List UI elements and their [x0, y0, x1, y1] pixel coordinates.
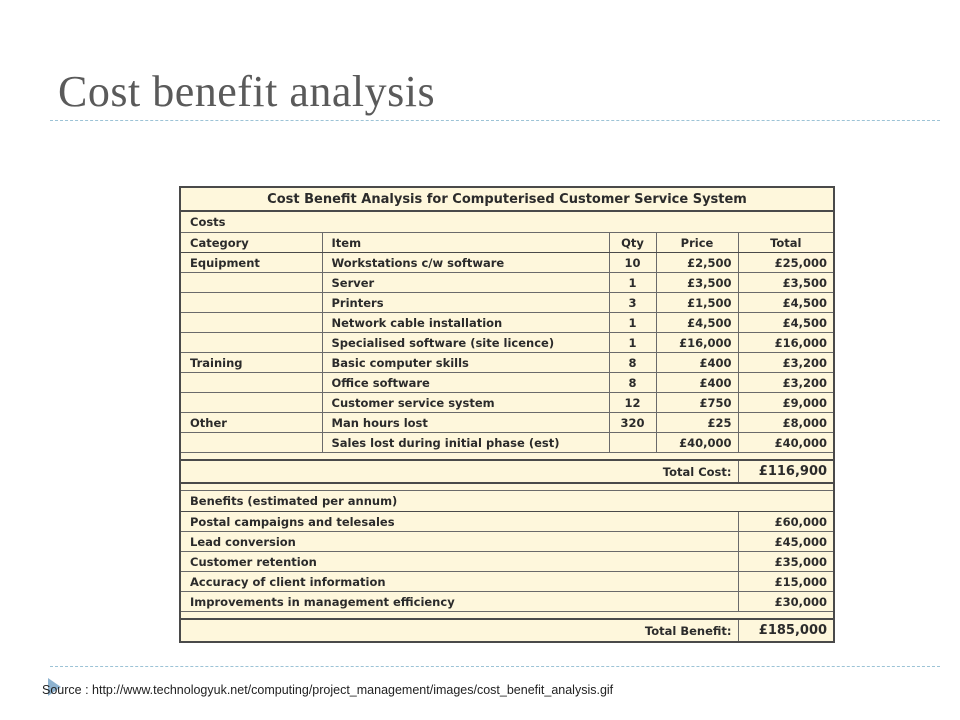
header-item: Item — [322, 233, 609, 253]
header-total: Total — [738, 233, 834, 253]
page-title: Cost benefit analysis — [58, 67, 436, 116]
total-benefit-row — [180, 619, 834, 642]
cost-benefit-table — [179, 186, 835, 643]
cost-total: £16,000 — [738, 333, 834, 353]
cost-total: £9,000 — [738, 393, 834, 413]
spacer-cell — [180, 483, 834, 491]
table-row — [180, 253, 834, 273]
total-benefit-value: £185,000 — [738, 619, 834, 642]
cost-item: Customer service system — [322, 393, 609, 413]
cost-price: £1,500 — [656, 293, 738, 313]
header-price: Price — [656, 233, 738, 253]
benefit-value: £35,000 — [738, 552, 834, 572]
benefit-item: Postal campaigns and telesales — [180, 512, 738, 532]
cost-item: Server — [322, 273, 609, 293]
table-title: Cost Benefit Analysis for Computerised Customer Service System — [180, 187, 834, 211]
cost-qty — [609, 433, 656, 453]
source-citation: Source : http://www.technologyuk.net/computing/project_management/images/cost_benefit_analysis.gif — [42, 683, 614, 697]
cost-item: Office software — [322, 373, 609, 393]
cost-total: £4,500 — [738, 293, 834, 313]
cost-item: Man hours lost — [322, 413, 609, 433]
cost-total: £4,500 — [738, 313, 834, 333]
cost-price: £40,000 — [656, 433, 738, 453]
cost-item: Specialised software (site licence) — [322, 333, 609, 353]
table-row — [180, 353, 834, 373]
total-cost-value: £116,900 — [738, 460, 834, 483]
cost-price: £16,000 — [656, 333, 738, 353]
cost-item: Workstations c/w software — [322, 253, 609, 273]
column-header-row — [180, 233, 834, 253]
benefit-item: Improvements in management efficiency — [180, 592, 738, 612]
total-cost-row — [180, 460, 834, 483]
benefits-section-row — [180, 491, 834, 512]
benefit-item: Customer retention — [180, 552, 738, 572]
cost-total: £25,000 — [738, 253, 834, 273]
cost-category: Training — [180, 353, 322, 373]
cost-category — [180, 273, 322, 293]
cost-total: £3,500 — [738, 273, 834, 293]
cost-category — [180, 433, 322, 453]
cost-item: Network cable installation — [322, 313, 609, 333]
table-row — [180, 592, 834, 612]
cost-category — [180, 313, 322, 333]
header-category: Category — [180, 233, 322, 253]
header-qty: Qty — [609, 233, 656, 253]
table-row — [180, 532, 834, 552]
title-divider — [50, 120, 940, 121]
table-row — [180, 293, 834, 313]
benefit-value: £15,000 — [738, 572, 834, 592]
benefit-item: Accuracy of client information — [180, 572, 738, 592]
benefit-item: Lead conversion — [180, 532, 738, 552]
cost-qty: 3 — [609, 293, 656, 313]
cost-price: £2,500 — [656, 253, 738, 273]
cost-price: £3,500 — [656, 273, 738, 293]
cost-category — [180, 373, 322, 393]
cost-total: £3,200 — [738, 373, 834, 393]
table-row — [180, 313, 834, 333]
table-row — [180, 273, 834, 293]
total-benefit-label: Total Benefit: — [180, 619, 738, 642]
cost-category: Equipment — [180, 253, 322, 273]
cost-category — [180, 293, 322, 313]
benefit-value: £45,000 — [738, 532, 834, 552]
table-row — [180, 413, 834, 433]
cost-price: £750 — [656, 393, 738, 413]
costs-section-row — [180, 211, 834, 233]
total-cost-label: Total Cost: — [180, 460, 738, 483]
table-title-row — [180, 187, 834, 211]
cost-price: £400 — [656, 353, 738, 373]
spacer-row — [180, 483, 834, 491]
table-row — [180, 552, 834, 572]
table-row — [180, 512, 834, 532]
cost-total: £3,200 — [738, 353, 834, 373]
cost-item: Printers — [322, 293, 609, 313]
table-row — [180, 433, 834, 453]
cost-category — [180, 333, 322, 353]
cost-category: Other — [180, 413, 322, 433]
cost-qty: 12 — [609, 393, 656, 413]
cost-item: Basic computer skills — [322, 353, 609, 373]
cost-qty: 320 — [609, 413, 656, 433]
table-row — [180, 373, 834, 393]
cost-total: £8,000 — [738, 413, 834, 433]
cost-price: £25 — [656, 413, 738, 433]
table-row — [180, 333, 834, 353]
cost-qty: 1 — [609, 273, 656, 293]
table-row — [180, 393, 834, 413]
cost-qty: 8 — [609, 373, 656, 393]
spacer-cell — [180, 453, 834, 461]
footer-divider — [50, 666, 940, 667]
costs-section-label: Costs — [180, 211, 834, 233]
benefits-section-label: Benefits (estimated per annum) — [180, 491, 834, 512]
cost-category — [180, 393, 322, 413]
spacer-row — [180, 453, 834, 461]
spacer-cell — [180, 612, 834, 620]
spacer-row — [180, 612, 834, 620]
cost-price: £4,500 — [656, 313, 738, 333]
cost-qty: 1 — [609, 313, 656, 333]
benefit-value: £60,000 — [738, 512, 834, 532]
cost-qty: 8 — [609, 353, 656, 373]
cost-price: £400 — [656, 373, 738, 393]
cost-item: Sales lost during initial phase (est) — [322, 433, 609, 453]
cost-qty: 1 — [609, 333, 656, 353]
cost-qty: 10 — [609, 253, 656, 273]
table-row — [180, 572, 834, 592]
benefit-value: £30,000 — [738, 592, 834, 612]
cost-total: £40,000 — [738, 433, 834, 453]
